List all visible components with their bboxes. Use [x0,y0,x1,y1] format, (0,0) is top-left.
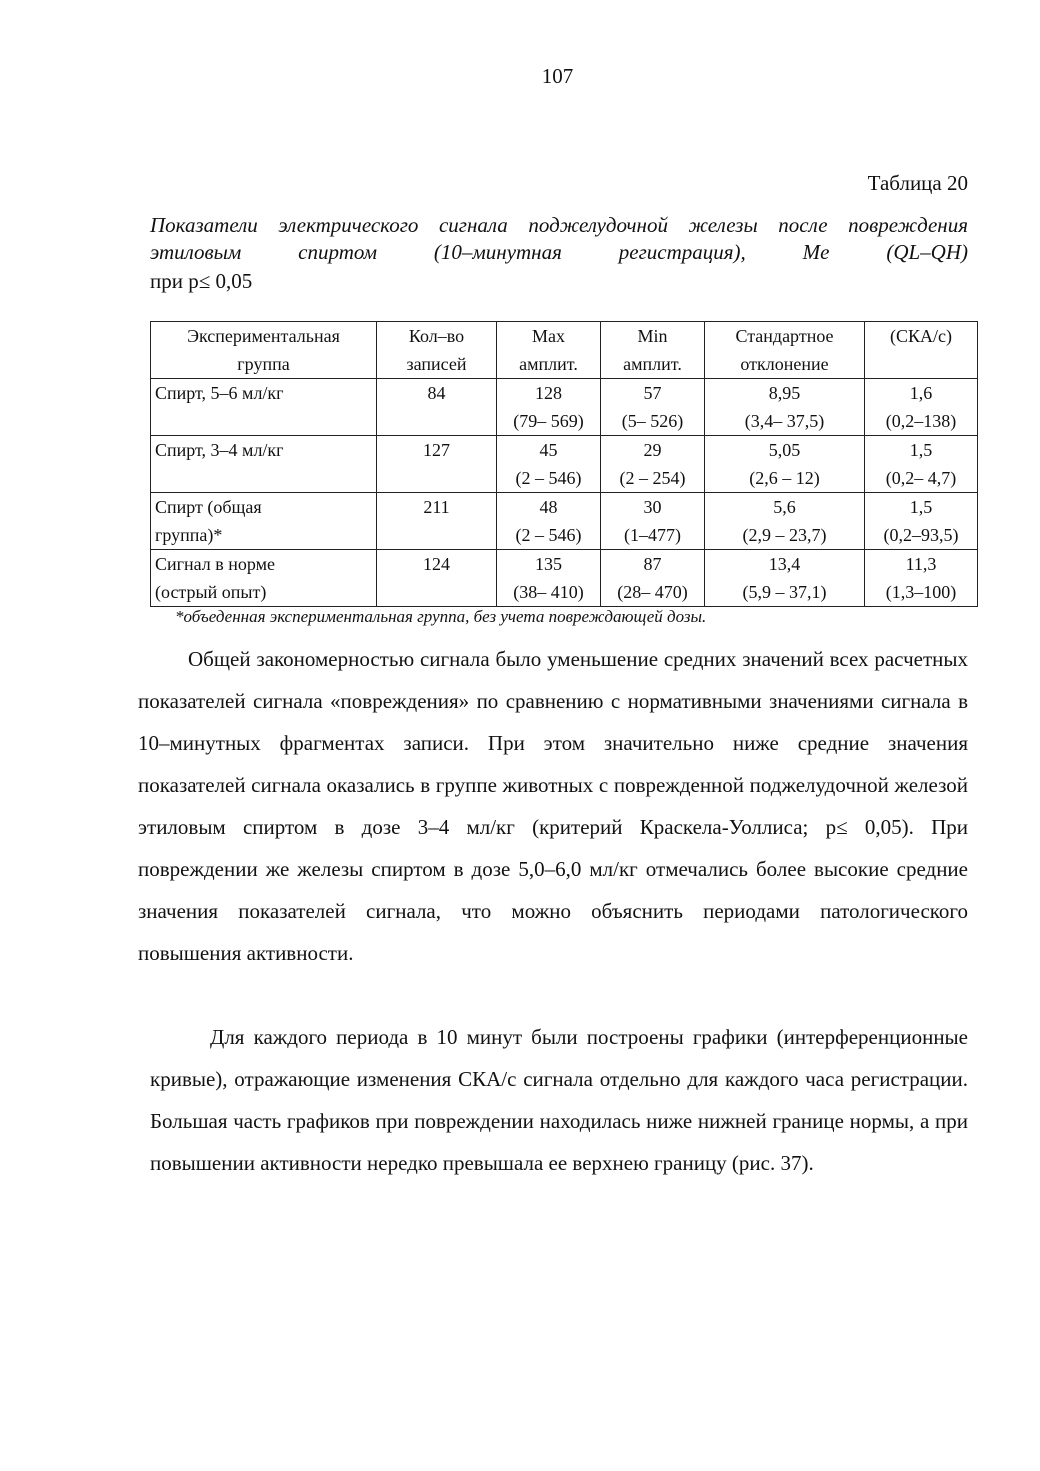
data-table [150,321,978,607]
cell-max: 48 (2 – 546) [497,493,601,550]
cell-group: Спирт (общая группа)* [151,493,377,550]
header-group: Экспериментальная группа [151,322,377,379]
table-label: Таблица 20 [867,171,968,195]
cell-std: 13,4 (5,9 – 37,1) [705,550,865,607]
cell-min: 87 (28– 470) [601,550,705,607]
cell-ska: 1,5 (0,2– 4,7) [865,436,978,493]
cell-max: 45 (2 – 546) [497,436,601,493]
table-row [151,493,978,550]
cell-group: Сигнал в норме (острый опыт) [151,550,377,607]
body-paragraph: Общей закономерностью сигнала было уменьшение средних значений всех расчетных показателей сигнала «повреждения» по сравнению с нормативными значениями сигнала в 10–минутных фрагментах записи. При этом значительно ниже средние значения показателей сигнала оказались в группе животных с поврежденной поджелудочной железой этиловым спиртом в дозе 3–4 мл/кг (критерий Краскела-Уоллиса; p≤ 0,05). При повреждении же железы спиртом в дозе 5,0–6,0 мл/кг отмечались более высокие средние значения показателей сигнала, что можно объяснить периодами патологического повышения активности. [138,647,968,965]
table-row [151,436,978,493]
cell-ska: 1,6 (0,2–138) [865,379,978,436]
header-std: Стандартное отклонение [705,322,865,379]
cell-group: Спирт, 5–6 мл/кг [151,379,377,436]
cell-ska: 1,5 (0,2–93,5) [865,493,978,550]
cell-min: 57 (5– 526) [601,379,705,436]
cell-min: 30 (1–477) [601,493,705,550]
header-max: Max амплит. [497,322,601,379]
cell-count: 84 [377,379,497,436]
cell-count: 127 [377,436,497,493]
table-row [151,379,978,436]
page-number: 107 [541,64,574,88]
header-min: Min амплит. [601,322,705,379]
table-caption [150,212,968,266]
table-row [151,550,978,607]
table-caption-italic: Показатели электрического сигнала поджелудочной железы после повреждения этиловым спиртом (10–минутная регистрация), Me (QL–QH) [150,213,968,264]
cell-max: 128 (79– 569) [497,379,601,436]
cell-std: 5,6 (2,9 – 23,7) [705,493,865,550]
cell-std: 8,95 (3,4– 37,5) [705,379,865,436]
cell-std: 5,05 (2,6 – 12) [705,436,865,493]
table-header-row [151,322,978,379]
cell-ska: 11,3 (1,3–100) [865,550,978,607]
header-ska: (СКА/с) [865,322,978,379]
header-count: Кол–во записей [377,322,497,379]
cell-max: 135 (38– 410) [497,550,601,607]
cell-count: 211 [377,493,497,550]
table-caption-tail: при p≤ 0,05 [150,269,253,293]
table-footnote: *объеденная экспериментальная группа, без учета повреждающей дозы. [175,607,707,626]
cell-count: 124 [377,550,497,607]
cell-group: Спирт, 3–4 мл/кг [151,436,377,493]
body-paragraph: Для каждого периода в 10 минут были построены графики (интерференционные кривые), отражающие изменения СКА/с сигнала отдельно для каждого часа регистрации. Большая часть графиков при повреждении находилась ниже нижней границе нормы, а при повышении активности нередко превышала ее верхнею границу (рис. 37). [150,1025,968,1175]
cell-min: 29 (2 – 254) [601,436,705,493]
